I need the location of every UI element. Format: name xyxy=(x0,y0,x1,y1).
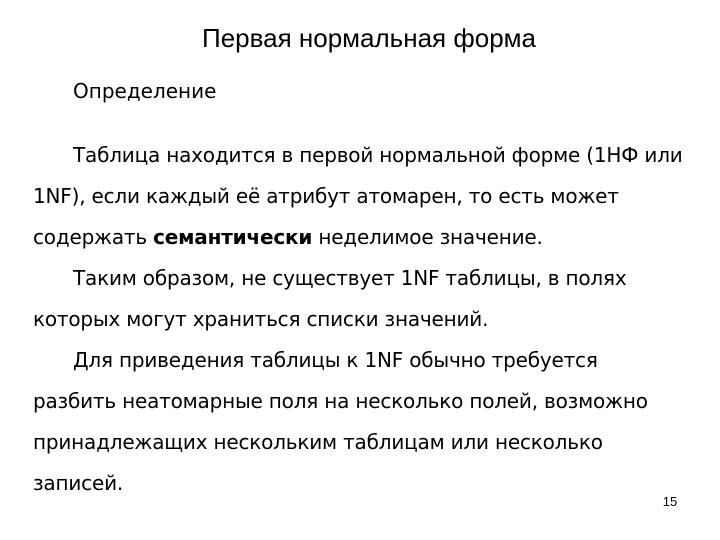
paragraph-text: неделимое значение. xyxy=(312,225,543,249)
paragraph-normalization: Для приведения таблицы к 1NF обычно требуется разбить неатомарные поля на несколько полей, возможно принадлежащих нескольким таблицам или несколько записей. xyxy=(33,348,648,495)
paragraph-consequence: Таким образом, не существует 1NF таблицы, в полях которых могут храниться списки значений. xyxy=(33,266,627,331)
paragraph-definition xyxy=(33,135,683,258)
bold-term: семантически xyxy=(153,225,313,249)
slide-title: Первая нормальная форма xyxy=(202,23,536,53)
definition-heading: Определение xyxy=(73,79,217,103)
page-number: 15 xyxy=(662,494,678,509)
paragraph-text: Таблица находится в первой нормальной форме (1НФ или 1NF), если каждый её атрибут атомарен, то есть может содержать xyxy=(33,143,683,249)
slide-body xyxy=(33,135,683,504)
